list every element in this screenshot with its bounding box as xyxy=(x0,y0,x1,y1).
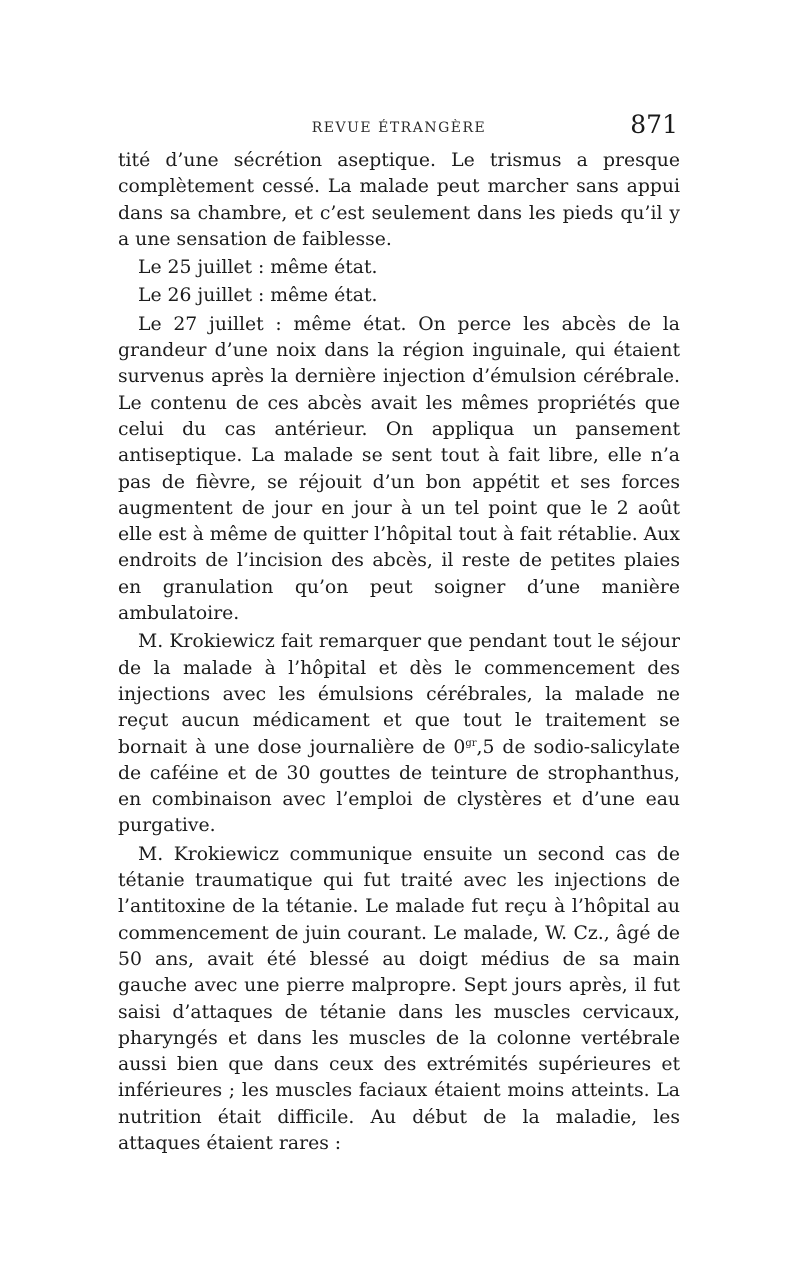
paragraph-text-part: M. Krokiewicz fait remarquer que pendant tout le séjour de la malade à l’hôpital et dès le commencement des injections avec les émulsions cérébrales, la malade ne reçut aucun médicament et que tout le traitement se bornait à une dose journalière de 0 xyxy=(118,631,680,758)
paragraph-july-25: Le 25 juillet : même état. xyxy=(138,257,378,279)
paragraph-text-part: ,5 de sodio-salicylate de caféine et de 30 gouttes de teinture de strophanthus, en combinaison avec l’emploi de clystères et d’une eau purgative. xyxy=(118,736,680,837)
paragraph-treatment-summary xyxy=(118,629,680,839)
paragraph-second-case: M. Krokiewicz communique ensuite un second cas de tétanie traumatique qui fut traité avec les injections de l’antitoxine de la tétanie. Le malade fut reçu à l’hôpital au commencement de juin courant. Le malade, W. Cz., âgé de 50 ans, avait été blessé au doigt médius de sa main gauche avec une pierre malpropre. Sept jours après, il fut saisi d’attaques de tétanie dans les muscles cervicaux, pharyngés et dans les muscles de la colonne vertébrale aussi bien que dans ceux des extrémités supérieures et inférieures ; les muscles faciaux étaient moins atteints. La nutrition était difficile. Au début de la maladie, les attaques étaient rares : xyxy=(118,843,680,1154)
paragraph-continuation: tité d’une sécrétion aseptique. Le trismus a presque complètement cessé. La malade peut marcher sans appui dans sa chambre, et c’est seulement dans les pieds qu’il y a une sensation de faiblesse. xyxy=(118,150,680,250)
gram-superscript: gr xyxy=(465,737,477,749)
running-head xyxy=(118,108,680,148)
book-page xyxy=(118,108,680,1157)
paragraph-july-27: Le 27 juillet : même état. On perce les abcès de la grandeur d’une noix dans la région inguinale, qui étaient survenus après la dernière injection d’émulsion cérébrale. Le contenu de ces abcès avait les mêmes propriétés que celui du cas antérieur. On appliqua un pansement antiseptique. La malade se sent tout à fait libre, elle n’a pas de fièvre, se réjouit d’un bon appétit et ses forces augmentent de jour en jour à un tel point que le 2 août elle est à même de quitter l’hôpital tout à fait rétablie. Aux endroits de l’incision des abcès, il reste de petites plaies en granulation qu’on peut soigner d’une manière ambulatoire. xyxy=(118,313,680,625)
paragraph-july-26: Le 26 juillet : même état. xyxy=(138,285,378,307)
running-title: REVUE ÉTRANGÈRE xyxy=(311,120,487,136)
page-number: 871 xyxy=(630,110,678,139)
